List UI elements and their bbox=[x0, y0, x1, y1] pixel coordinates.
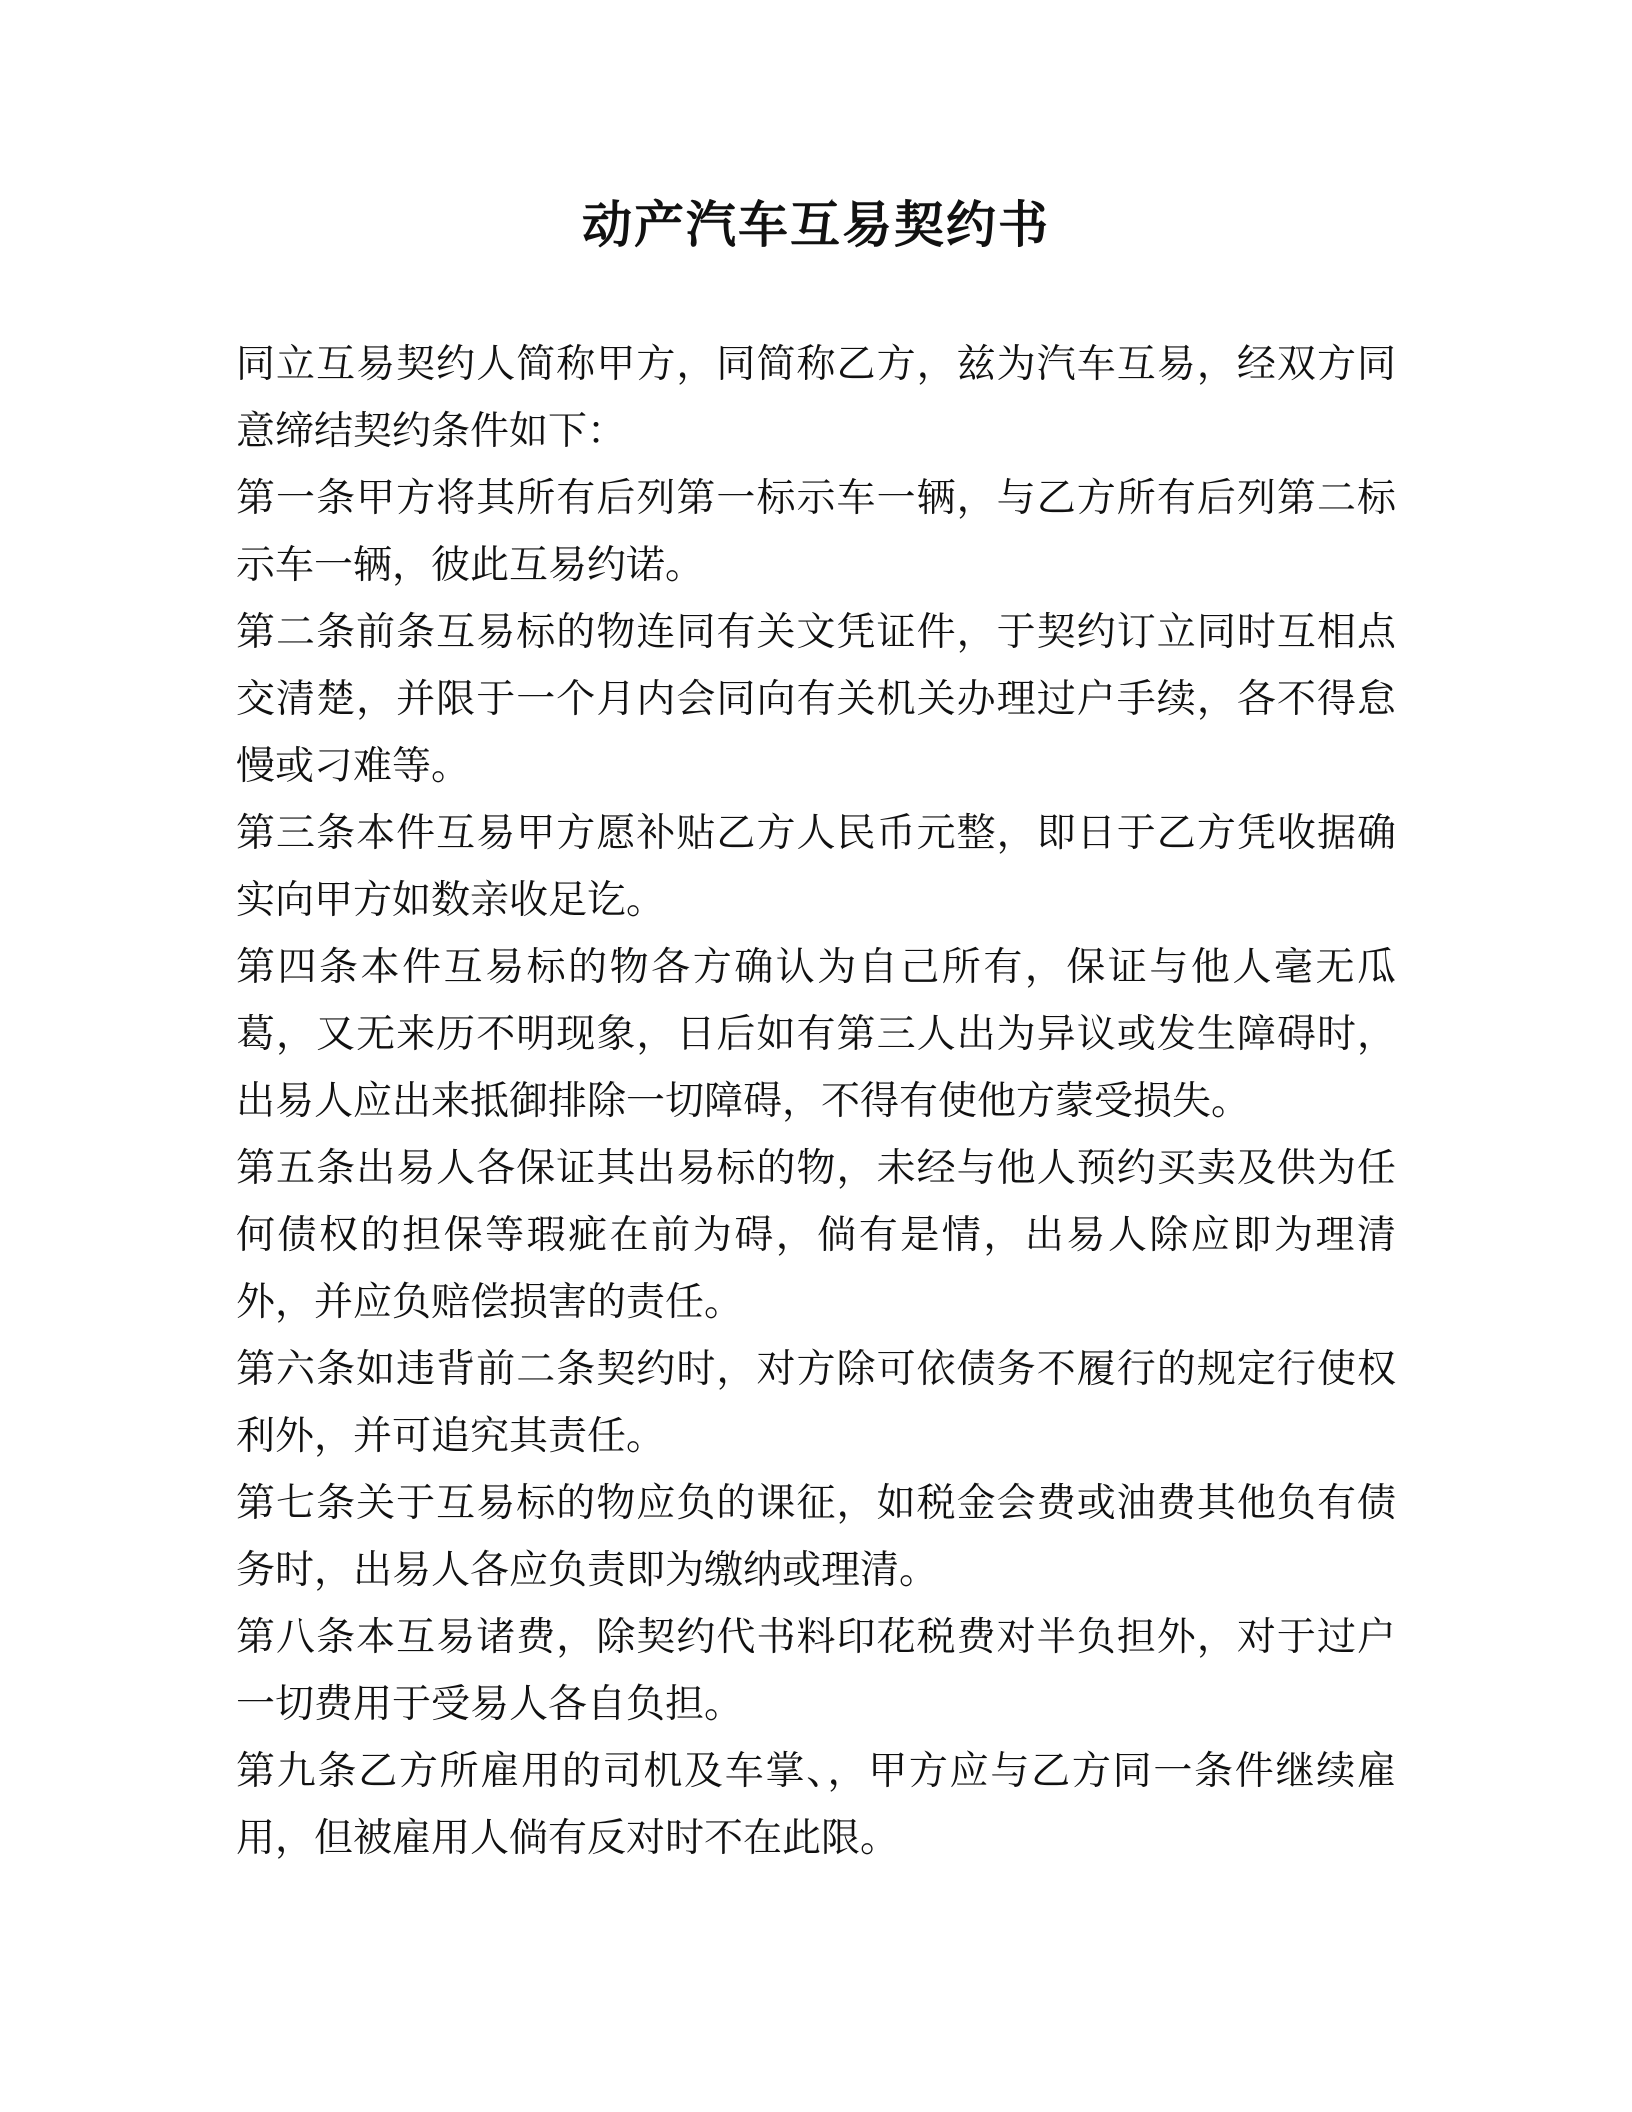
clause-7-paragraph: 第七条关于互易标的物应负的课征，如税金会费或油费其他负有债务时，出易人各应负责即为缴纳或理清。 bbox=[236, 1481, 1396, 1593]
preamble-paragraph: 同立互易契约人简称甲方，同简称乙方，兹为汽车互易，经双方同意缔结契约条件如下： bbox=[236, 342, 1396, 454]
clause-8-paragraph: 第八条本互易诸费，除契约代书料印花税费对半负担外，对于过户一切费用于受易人各自负担。 bbox=[236, 1615, 1396, 1727]
clause-2-paragraph: 第二条前条互易标的物连同有关文凭证件，于契约订立同时互相点交清楚，并限于一个月内会同向有关机关办理过户手续，各不得怠慢或刁难等。 bbox=[236, 610, 1396, 789]
clause-3-paragraph: 第三条本件互易甲方愿补贴乙方人民币元整，即日于乙方凭收据确实向甲方如数亲收足讫。 bbox=[236, 811, 1396, 923]
clause-4-paragraph: 第四条本件互易标的物各方确认为自己所有，保证与他人毫无瓜葛，又无来历不明现象，日后如有第三人出为异议或发生障碍时，出易人应出来抵御排除一切障碍，不得有使他方蒙受损失。 bbox=[236, 945, 1396, 1124]
clause-6-paragraph: 第六条如违背前二条契约时，对方除可依债务不履行的规定行使权利外，并可追究其责任。 bbox=[236, 1347, 1396, 1459]
clause-5-paragraph: 第五条出易人各保证其出易标的物，未经与他人预约买卖及供为任何债权的担保等瑕疵在前为碍，倘有是情，出易人除应即为理清外，并应负赔偿损害的责任。 bbox=[236, 1146, 1396, 1325]
document-title: 动产汽车互易契约书 bbox=[582, 196, 1050, 254]
document-body bbox=[236, 331, 1396, 1872]
clause-9-paragraph: 第九条乙方所雇用的司机及车掌、，甲方应与乙方同一条件继续雇用，但被雇用人倘有反对时不在此限。 bbox=[236, 1749, 1396, 1861]
clause-1-paragraph: 第一条甲方将其所有后列第一标示车一辆，与乙方所有后列第二标示车一辆，彼此互易约诺。 bbox=[236, 476, 1396, 588]
